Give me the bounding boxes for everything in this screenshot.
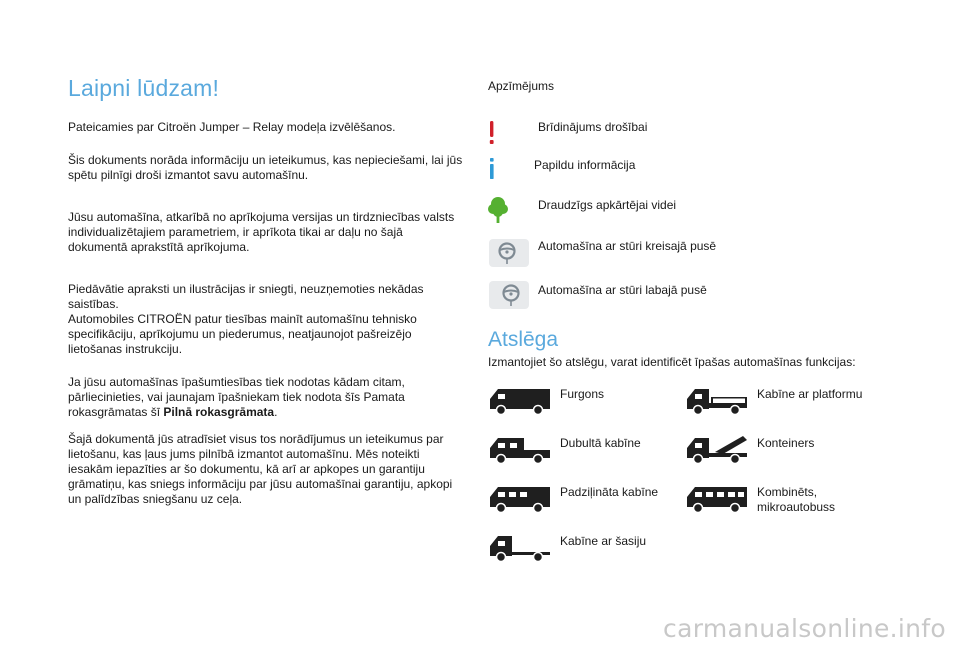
double-cab-icon bbox=[488, 432, 554, 466]
vehicle-item-extended-cab bbox=[488, 481, 678, 521]
legend-item-info bbox=[488, 151, 928, 187]
legend-item-warning bbox=[488, 113, 928, 149]
vehicle-item-van bbox=[488, 383, 678, 423]
ownership-text: Ja jūsu automašīnas īpašumtiesības tiek nodotas kādam citam, pārliecinieties, vai jaunajam īpašniekam tiek nodota šīs Pamata rokasgrāmatas šī bbox=[68, 375, 405, 419]
legend-label: Automašīna ar stūri labajā pusē bbox=[538, 283, 707, 297]
vehicle-label: Padziļināta kabīne bbox=[560, 485, 659, 499]
info-icon bbox=[488, 151, 532, 187]
key-title: Atslēga bbox=[488, 328, 559, 351]
vehicle-label: Kombinēts, mikroautobuss bbox=[757, 485, 836, 514]
usage-paragraph: Šajā dokumentā jūs atradīsiet visus tos norādījumus un ieteikumus par lietošanu, kas ļaus jums pilnībā izmantot automašīnu. Mēs noteikti iesakām iepazīties ar šo dokumentu, kā arī ar apkopes un garantiju grāmatiņu, kas sniegs informāciju par jūsu automašīnai garantiju, apkopi un palīdzības sniegšanu uz ceļa. bbox=[68, 432, 453, 506]
vehicle-label: Furgons bbox=[560, 387, 605, 401]
minibus-icon bbox=[685, 481, 751, 515]
disclaimer-paragraph: Piedāvātie apraksti un ilustrācijas ir sniegti, neuzņemoties nekādas saistības. bbox=[68, 282, 424, 311]
ownership-end: . bbox=[274, 405, 278, 419]
legend-item-lhd bbox=[488, 236, 928, 272]
ownership-paragraph bbox=[68, 375, 463, 420]
equipment-paragraph: Jūsu automašīna, atkarībā no aprīkojuma versijas un tirdzniecības valsts individualizētajiem parametriem, ir aprīkota tikai ar daļu no šajā dokumentā aprakstītā aprīkojuma. bbox=[68, 210, 455, 254]
vehicle-label: Dubultā kabīne bbox=[560, 436, 641, 450]
vehicle-item-platform-cab bbox=[685, 383, 875, 423]
chassis-cab-icon bbox=[488, 530, 554, 564]
tipper-icon bbox=[685, 432, 751, 466]
vehicle-item-tipper bbox=[685, 432, 875, 472]
steering-wheel-rhd-icon bbox=[488, 278, 532, 314]
key-intro: Izmantojiet šo atslēgu, varat identificēt īpašas automašīnas funkcijas: bbox=[488, 355, 856, 369]
vehicle-label: Kabīne ar šasiju bbox=[560, 534, 647, 548]
document-purpose-paragraph: Šis dokuments norāda informāciju un ieteikumus, kas nepieciešami, lai jūs spētu pilnīgi droši izmantot savu automašīnu. bbox=[68, 153, 463, 182]
legend-heading: Apzīmējums bbox=[488, 79, 555, 93]
legend-item-rhd bbox=[488, 278, 928, 314]
legend-label: Draudzīgs apkārtējai videi bbox=[538, 198, 677, 212]
tree-icon bbox=[488, 191, 532, 227]
intro-paragraph: Pateicamies par Citroën Jumper – Relay modeļa izvēlēšanos. bbox=[68, 120, 396, 134]
page-title: Laipni lūdzam! bbox=[68, 75, 220, 101]
vehicle-item-chassis-cab bbox=[488, 530, 678, 570]
legend-label: Brīdinājums drošībai bbox=[538, 120, 648, 134]
vehicle-label: Konteiners bbox=[757, 436, 815, 450]
warning-icon bbox=[488, 113, 532, 149]
steering-wheel-lhd-icon bbox=[488, 236, 532, 272]
full-manual-label: Pilnā rokasgrāmata bbox=[163, 405, 275, 419]
vehicle-item-double-cab bbox=[488, 432, 678, 472]
legend-label: Papildu informācija bbox=[534, 158, 636, 172]
vehicle-label: Kabīne ar platformu bbox=[757, 387, 863, 401]
platform-cab-icon bbox=[685, 383, 751, 417]
rights-paragraph: Automobiles CITROËN patur tiesības mainīt automašīnu tehnisko specifikāciju, aprīkojumu un piederumus, neatjaunojot pašreizējo lietošanas instrukciju. bbox=[68, 312, 417, 356]
legend-item-eco bbox=[488, 191, 928, 227]
legend-column bbox=[488, 0, 928, 649]
legend-label: Automašīna ar stūri kreisajā pusē bbox=[538, 239, 717, 253]
extended-cab-icon bbox=[488, 481, 554, 515]
watermark: carmanualsonline.info bbox=[663, 614, 946, 643]
vehicle-item-minibus bbox=[685, 481, 875, 521]
van-icon bbox=[488, 383, 554, 417]
welcome-column bbox=[68, 74, 463, 507]
